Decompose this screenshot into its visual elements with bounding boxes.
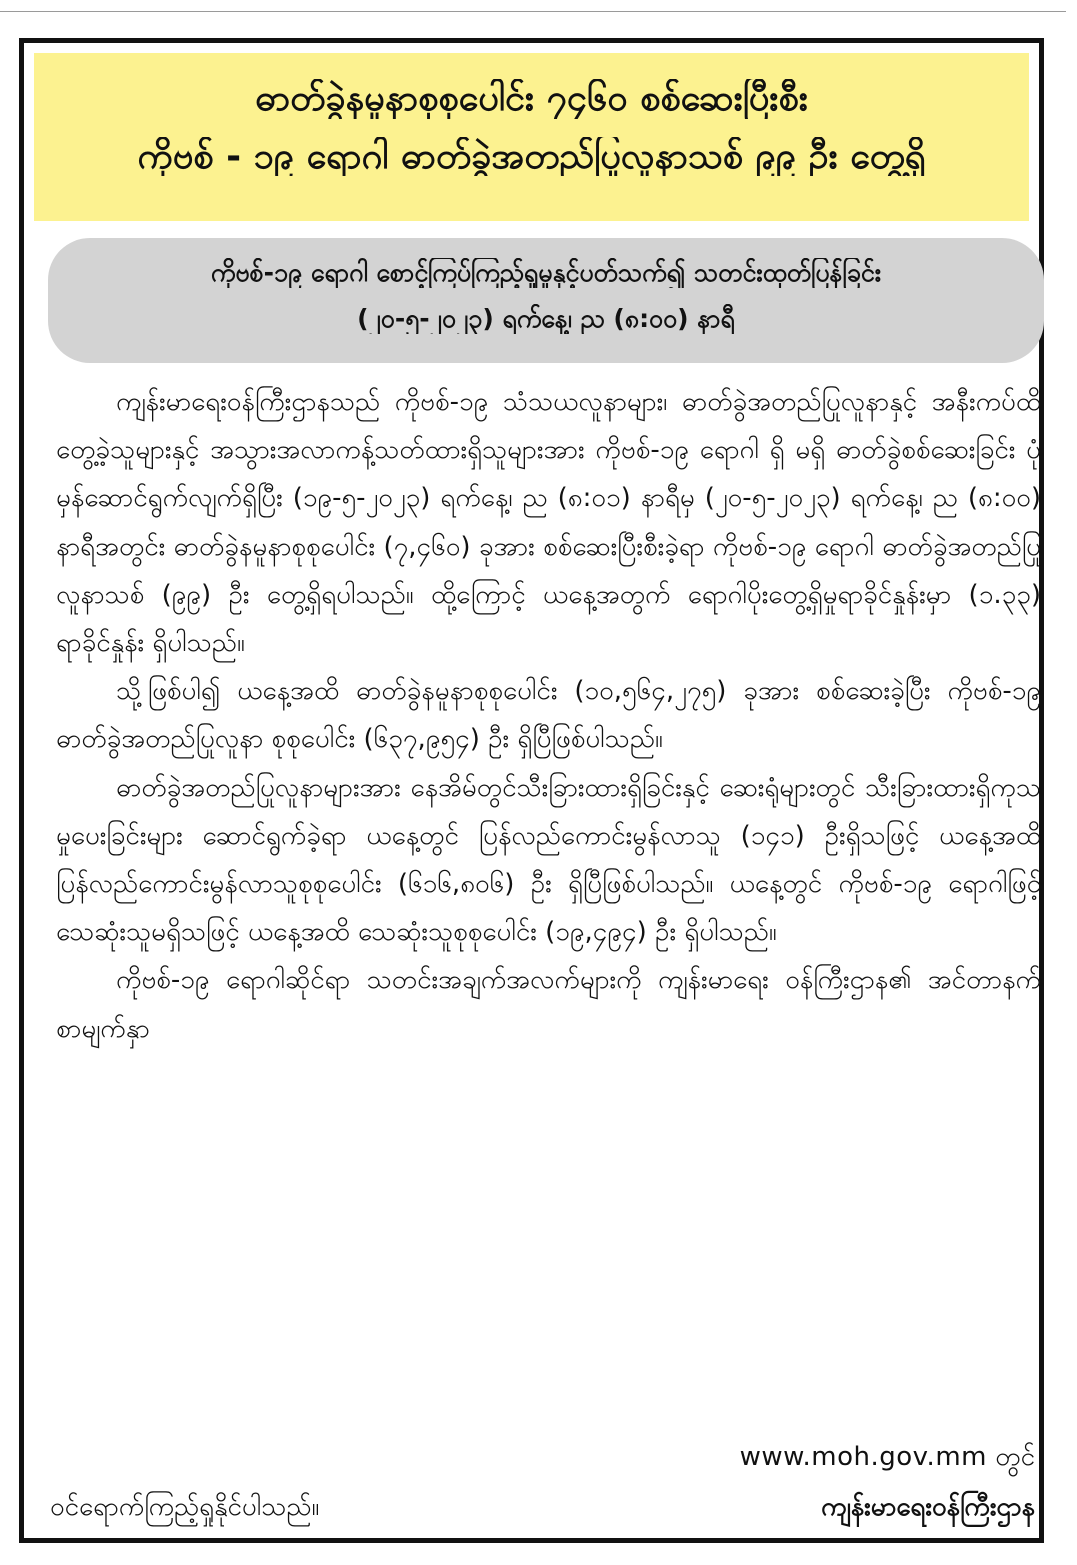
website-line bbox=[50, 1433, 1035, 1481]
ministry-signature: ကျန်းမာရေးဝန်ကြီးဌာန bbox=[821, 1492, 1035, 1522]
subheading-date: (၂၀-၅-၂၀၂၃) ရက်နေ့၊ ည (၈:၀၀) နာရီ bbox=[357, 304, 735, 333]
closing-text: ဝင်ရောက်ကြည့်ရှုနိုင်ပါသည်။ bbox=[50, 1492, 320, 1522]
website-suffix: တွင် bbox=[995, 1442, 1035, 1472]
paragraph-website-info: ကိုဗစ်-၁၉ ရောဂါဆိုင်ရာ သတင်းအချက်အလက်များကို ကျန်းမာရေး ဝန်ကြီးဌာန၏ အင်တာနက်စာမျက်နှာ bbox=[56, 965, 1041, 1044]
subheading-box bbox=[48, 238, 1044, 363]
top-divider bbox=[0, 11, 1066, 12]
subheading-title: ကိုဗစ်-၁၉ ရောဂါ စောင့်ကြပ်ကြည့်ရှုမှုနှင့်ပတ်သက်၍ သတင်းထုတ်ပြန်ခြင်း bbox=[210, 258, 882, 287]
paragraph-cumulative-totals: သို့ဖြစ်ပါ၍ ယနေ့အထိ ဓာတ်ခွဲနမူနာစုစုပေါင်း (၁၀,၅၆၄,၂၇၅) ခုအား စစ်ဆေးခဲ့ပြီး ကိုဗစ်-၁၉ ဓာတ်ခွဲအတည်ပြုလူနာ စုစုပေါင်း (၆၃၇,၉၅၄) ဦး ရှိပြီဖြစ်ပါသည်။ bbox=[56, 676, 1041, 755]
closing-line bbox=[50, 1483, 1035, 1531]
paragraph-recoveries-deaths: ဓာတ်ခွဲအတည်ပြုလူနာများအား နေအိမ်တွင်သီးခြားထားရှိခြင်းနှင့် ဆေးရုံများတွင် သီးခြားထားရှိကုသမှုပေးခြင်းများ ဆောင်ရွက်ခဲ့ရာ ယနေ့တွင် ပြန်လည်ကောင်းမွန်လာသူ (၁၄၁) ဦးရှိသဖြင့် ယနေ့အထိ ပြန်လည်ကောင်းမွန်လာသူစုစုပေါင်း (၆၁၆,၈၀၆) ဦး ရှိပြီဖြစ်ပါသည်။ ယနေ့တွင် ကိုဗစ်-၁၉ ရောဂါဖြင့် သေဆုံးသူမရှိသဖြင့် ယနေ့အထိ သေဆုံးသူစုစုပေါင်း (၁၉,၄၉၄) ဦး ရှိပါသည်။ bbox=[56, 772, 1041, 948]
website-link[interactable]: www.moh.gov.mm bbox=[739, 1442, 987, 1472]
headline-line-2: ကိုဗစ် - ၁၉ ရောဂါ ဓာတ်ခွဲအတည်ပြုလူနာသစ် ၉၉ ဦး တွေ့ရှိ bbox=[137, 136, 926, 177]
paragraph-testing-results: ကျန်းမာရေးဝန်ကြီးဌာနသည် ကိုဗစ်-၁၉ သံသယလူနာများ၊ ဓာတ်ခွဲအတည်ပြုလူနာနှင့် အနီးကပ်ထိတွေ့ခဲ့သူများနှင့် အသွားအလာကန့်သတ်ထားရှိသူများအား ကိုဗစ်-၁၉ ရောဂါ ရှိ မရှိ ဓာတ်ခွဲစစ်ဆေးခြင်း ပုံမှန်ဆောင်ရွက်လျက်ရှိပြီး (၁၉-၅-၂၀၂၃) ရက်နေ့၊ ည (၈:၀၁) နာရီမှ (၂၀-၅-၂၀၂၃) ရက်နေ့၊ ည (၈:၀၀) နာရီအတွင်း ဓာတ်ခွဲနမူနာစုစုပေါင်း (၇,၄၆၀) ခုအား စစ်ဆေးပြီးစီးခဲ့ရာ ကိုဗစ်-၁၉ ရောဂါ ဓာတ်ခွဲအတည်ပြုလူနာသစ် (၉၉) ဦး တွေ့ရှိရပါသည်။ ထို့ကြောင့် ယနေ့အတွက် ရောဂါပိုးတွေ့ရှိမှုရာခိုင်နှုန်းမှာ (၁.၃၃) ရာခိုင်နှုန်း ရှိပါသည်။ bbox=[56, 387, 1041, 659]
headline-line-1: ဓာတ်ခွဲနမူနာစုစုပေါင်း ၇၄၆၀ စစ်ဆေးပြီးစီး bbox=[255, 79, 808, 119]
announcement-frame bbox=[19, 38, 1044, 1543]
announcement-body bbox=[56, 378, 1041, 1528]
headline-banner bbox=[34, 53, 1029, 221]
